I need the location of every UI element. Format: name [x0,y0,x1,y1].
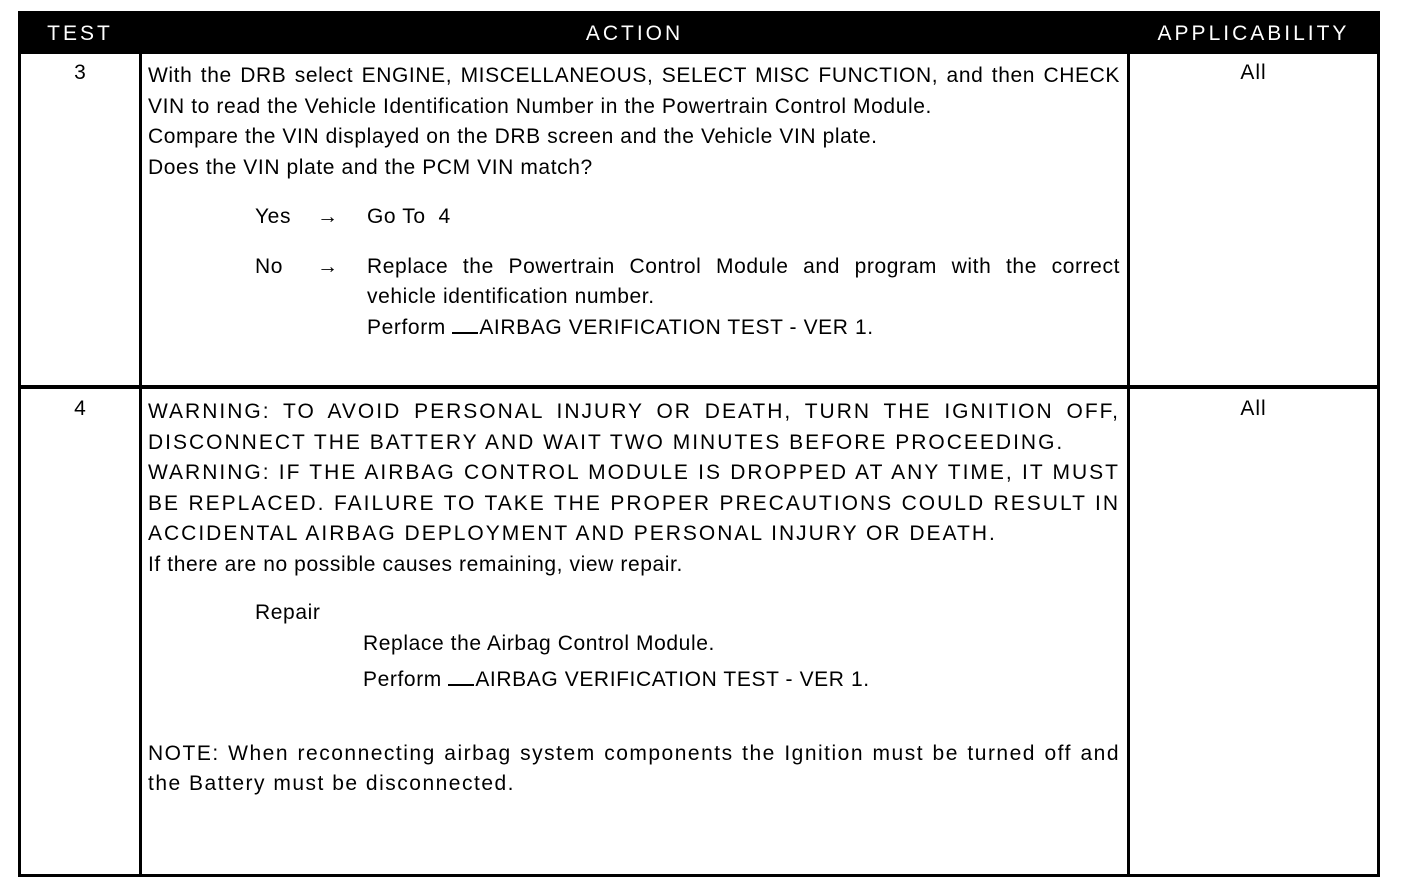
verification-test-name: AIRBAG VERIFICATION TEST - VER 1. [475,668,870,691]
yes-label: Yes [255,205,292,228]
header-test: TEST [47,22,113,45]
verification-test-name: AIRBAG VERIFICATION TEST - VER 1. [479,315,874,339]
yes-branch [148,202,1120,233]
applicability-value: All [1240,61,1267,84]
link-blank [452,314,478,334]
link-blank [448,666,474,686]
repair-label: Repair [255,601,321,624]
test-number: 3 [74,61,86,84]
diagnostic-test-table [18,11,1380,877]
arrow-right-icon: → [317,205,339,228]
perform-instruction [363,665,1120,696]
perform-prefix: Perform [367,315,446,339]
warning-text: WARNING: TO AVOID PERSONAL INJURY OR DEATH, TURN THE IGNITION OFF, DISCONNECT THE BATTERY AND WAIT TWO MINUTES BEFORE PROCEEDING. [148,400,1120,454]
test-3-action [148,61,1120,343]
warning-text: WARNING: IF THE AIRBAG CONTROL MODULE IS DROPPED AT ANY TIME, IT MUST BE REPLACED. FAILURE TO TAKE THE PROPER PRECAUTIONS COULD RESULT IN ACCIDENTAL AIRBAG DEPLOYMENT AND PERSONAL INJURY OR DEATH. [148,461,1120,545]
header-applicability: APPLICABILITY [1157,22,1350,45]
column-divider [139,54,142,874]
no-branch [148,252,1120,344]
perform-instruction [367,313,1120,344]
no-result: Replace the Powertrain Control Module and program with the correct vehicle identification number. [367,254,1120,308]
applicability-value: All [1240,397,1267,420]
test-4-action [148,397,1120,800]
action-instruction: With the DRB select ENGINE, MISCELLANEOUS, SELECT MISC FUNCTION, and then CHECK VIN to read the Vehicle Identification Number in the Powertrain Control Module. [148,64,1120,118]
table-header [21,14,1377,54]
no-label: No [255,254,284,278]
header-action: ACTION [585,22,684,45]
action-instruction: Compare the VIN displayed on the DRB screen and the Vehicle VIN plate. [148,125,878,148]
perform-prefix: Perform [363,668,442,691]
action-question: Does the VIN plate and the PCM VIN match? [148,155,593,179]
row-divider [21,385,1377,389]
yes-result: Go To 4 [367,205,451,228]
repair-step: Replace the Airbag Control Module. [363,631,715,655]
action-instruction: If there are no possible causes remaining, view repair. [148,552,683,576]
test-number: 4 [74,397,86,420]
arrow-right-icon: → [317,254,339,278]
column-divider [1127,54,1130,874]
note-text: NOTE: When reconnecting airbag system components the Ignition must be turned off and the Battery must be disconnected. [148,741,1120,795]
